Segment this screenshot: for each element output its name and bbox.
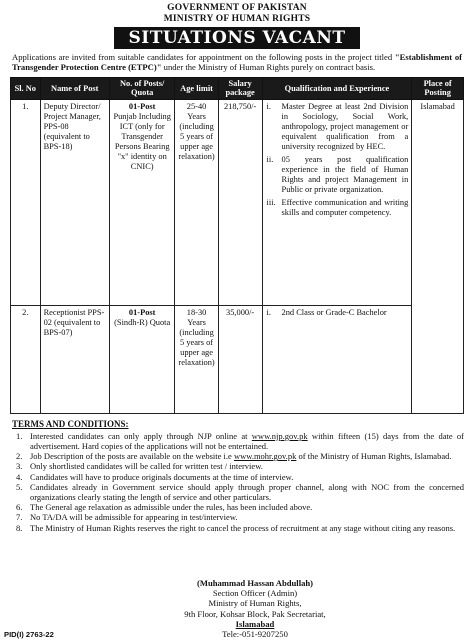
situations-vacant-banner: SITUATIONS VACANT [114,27,360,49]
signatory-ministry: Ministry of Human Rights, [208,598,302,609]
header-salary: Salary package [218,77,262,99]
header-name-of-post: Name of Post [40,77,109,99]
list-item: 3. Only shortlisted candidates will be called for written test / interview. [16,461,263,472]
signatory-designation: Section Officer (Admin) [212,588,298,599]
signature-block [180,578,330,639]
mohr-link[interactable]: www.mohr.gov.pk [233,451,297,462]
list-item: 2. Job Description of the posts are available on the website i.e www.mohr.gov.pk of the Ministry of Human Rights, Islamabad. [16,451,452,462]
row2-quota: (Sindh-R) Quota [114,317,171,327]
terms-list [10,431,464,533]
ministry-title: MINISTRY OF HUMAN RIGHTS [163,14,311,24]
intro-paragraph [12,52,462,73]
signatory-name: (Muhammad Hassan Abdullah) [196,578,314,588]
row2-age: 18-30 Years (including 5 years of upper age relaxation) [175,305,218,413]
signatory-city: Islamabad [235,618,275,629]
header-sl-no: Sl. No [11,77,41,99]
intro-post: under the Ministry of Human Rights purely on contract basis. [161,62,376,73]
signatory-phone: Tele:-051-9207250 [222,629,288,640]
list-item: 6. The General age relaxation as admissible under the rules, has been included above. [16,502,313,513]
row2-sl: 2. [11,305,41,413]
header-posts-quota: No. of Posts/ Quota [109,77,174,99]
table-row [11,305,464,413]
intro-pre: Applications are invited from suitable candidates for appointment on the following posts in the project titled [12,52,395,62]
pid-number: PID(I) 2763-22 [4,630,54,639]
list-item: 7. No TA/DA will be admissible for appearing in test/interview. [16,512,238,523]
row1-posts-count: 01-Post [128,101,156,111]
table-row [11,99,464,305]
row2-quota-cell [109,305,174,413]
row1-age: 25-40 Years (including 5 years of upper age relaxation) [175,99,218,305]
list-item: i. 2nd Class or Grade-C Bachelor [266,307,387,317]
list-item: iii. Effective communication and writing skills and computer competency. [266,197,409,217]
row2-posts-count: 01-Post [128,307,156,317]
row1-sl: 1. [11,99,41,305]
header-qualification: Qualification and Experience [262,77,412,99]
list-item: 1. Interested candidates can only apply through NJP online at www.njp.gov.pk within fifteen (15) days from the date of advertisement. Hard copies of the applications will not be entertained. [16,430,465,452]
government-title: GOVERNMENT OF PAKISTAN [167,3,307,13]
list-item: 5. Candidates already in Government service should apply through proper channel, along with NOC from the concerned organizations clearly stating the length of service and other particulars. [16,481,464,503]
posts-table [10,77,464,414]
row2-salary: 35,000/- [218,305,262,413]
place-of-posting: Islamabad [412,99,464,413]
row1-salary: 218,750/- [218,99,262,305]
njp-link[interactable]: www.njp.gov.pk [251,430,308,441]
signatory-address: 9th Floor, Kohsar Block, Pak Secretariat, [184,608,326,619]
row1-quota-cell [109,99,174,305]
row1-qualifications [262,99,412,305]
list-item: 8. The Ministry of Human Rights reserves the right to cancel the process of recruitment at any stage without citing any reasons. [16,522,456,533]
row1-post: Deputy Director/ Project Manager, PPS-08 (equivalent to BPS-18) [40,99,109,305]
terms-heading: TERMS AND CONDITIONS: [12,418,129,429]
project-title: "Establishment of Transgender Protection Centre (ETPC)" [12,52,463,73]
row2-post: Receptionist PPS-02 (equivalent to BPS-07) [40,305,109,413]
header-place: Place of Posting [412,77,464,99]
list-item: ii. 05 years post qualification experience in the field of Human Rights and project Management in Public or private organization. [266,154,409,194]
table-header-row [11,77,464,99]
header-age-limit: Age limit [175,77,218,99]
list-item: 4. Candidates will have to produce originals documents at the time of interview. [16,471,294,482]
row1-quota: Punjab Including ICT (only for Transgender Persons Bearing "x" identity on CNIC) [113,111,171,171]
row2-qualifications [262,305,412,413]
list-item: i. Master Degree at least 2nd Division in Sociology, Social Work, anthropology, project management or equivalent qualification from a university recognized by HEC. [266,101,409,151]
